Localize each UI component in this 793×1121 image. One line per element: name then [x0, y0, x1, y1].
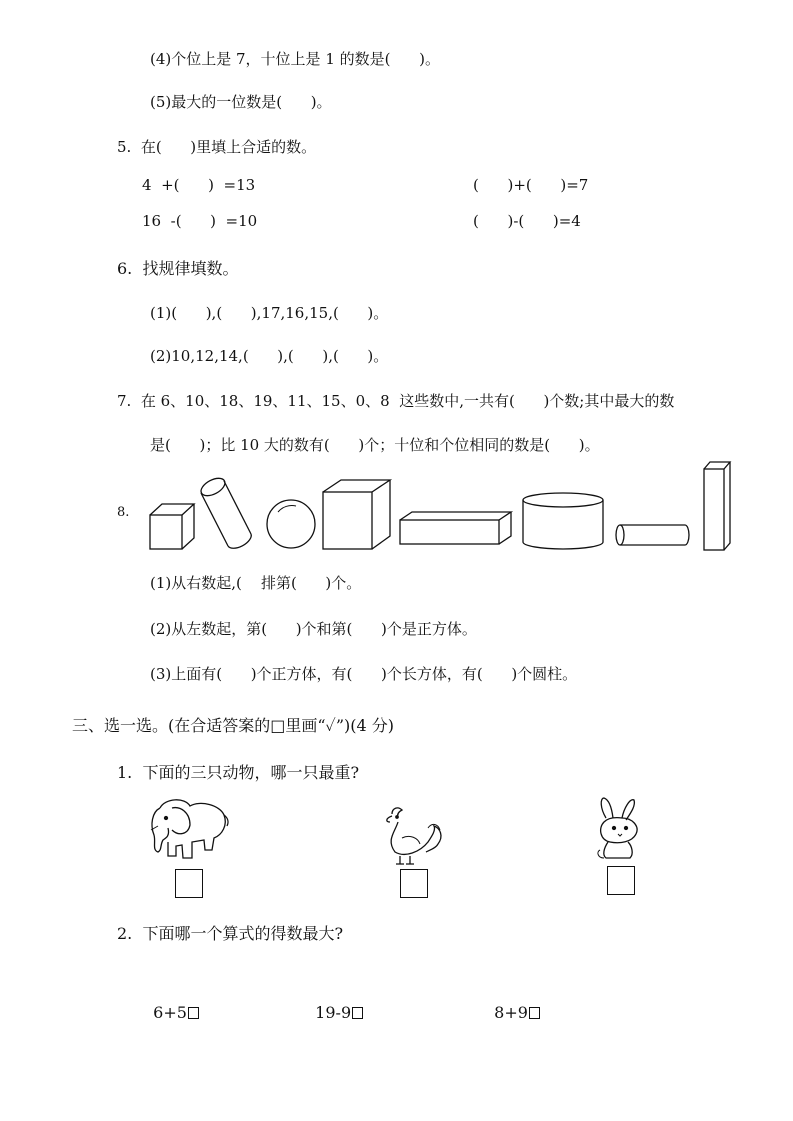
q8-line-2: (2)从左数起，第( )个和第( )个是正方体。	[150, 620, 477, 638]
rooster-icon	[387, 808, 441, 864]
option-expression: 19-9	[315, 1003, 352, 1022]
q8-line-3: (3)上面有( )个正方体，有( )个长方体，有( )个圆柱。	[150, 665, 578, 683]
q5-eq-left-2: 16 -( ) =10	[142, 212, 258, 230]
answer-checkbox[interactable]	[529, 1007, 540, 1019]
answer-checkbox[interactable]	[352, 1007, 363, 1019]
q5-eq-right-1: ( )+( )=7	[473, 176, 589, 194]
section3-title: 三、选一选。(在合适答案的□里画“✓”)(4 分)	[72, 716, 395, 735]
q8-line-1: (1)从右数起,( 排第( )个。	[150, 574, 362, 592]
s3-q2-option-3	[484, 989, 540, 1021]
q5-title: 5. 在( )里填上合适的数。	[117, 138, 317, 156]
option-expression: 6+5	[153, 1003, 187, 1022]
q6-line-2: (2)10,12,14,( ),( ),( )。	[150, 347, 389, 365]
option-expression: 8+9	[494, 1003, 528, 1022]
rabbit-icon	[598, 798, 637, 858]
q4-line-4: (4)个位上是 7，十位上是 1 的数是( )。	[150, 50, 440, 68]
q7-line-1: 7. 在 6、10、18、19、11、15、0、8 这些数中,一共有( )个数;其中最大的数	[117, 392, 675, 410]
q4-line-5: (5)最大的一位数是( )。	[150, 93, 332, 111]
q6-title: 6. 找规律填数。	[117, 259, 239, 278]
s3-q1-title: 1. 下面的三只动物，哪一只最重?	[117, 763, 360, 782]
answer-box-rooster[interactable]	[400, 869, 428, 898]
q7-line-2: 是( )；比 10 大的数有( )个；十位和个位相同的数是( )。	[150, 436, 600, 454]
s3-q2-option-1	[143, 989, 199, 1021]
q8-label: 8.	[117, 505, 130, 520]
answer-box-rabbit[interactable]	[607, 866, 635, 895]
answer-checkbox[interactable]	[188, 1007, 199, 1019]
q5-eq-left-1: 4 +( ) =13	[142, 176, 256, 194]
s3-q2-title: 2. 下面哪一个算式的得数最大?	[117, 924, 344, 943]
s3-q2-option-2	[305, 989, 363, 1021]
answer-box-elephant[interactable]	[175, 869, 203, 898]
q6-line-1: (1)( ),( ),17,16,15,( )。	[150, 304, 389, 322]
elephant-icon	[151, 800, 228, 858]
q5-eq-right-2: ( )-( )=4	[473, 212, 581, 230]
